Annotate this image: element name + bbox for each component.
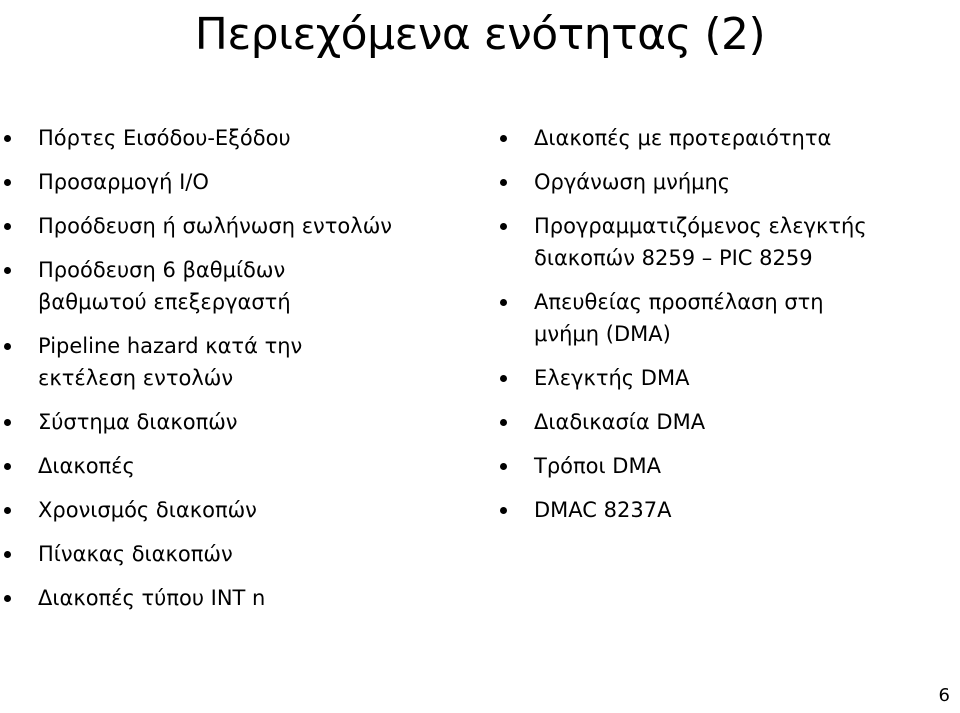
bullet-icon: [500, 135, 507, 142]
bullet-icon: [4, 223, 11, 230]
list-item: [0, 330, 480, 394]
list-item-text: Ελεγκτής DMA: [534, 366, 690, 390]
list-item: [0, 254, 480, 318]
list-item-text-continued: βαθμωτού επεξεργαστή: [38, 290, 291, 314]
list-item: [496, 362, 956, 394]
list-item-text: Προόδευση ή σωλήνωση εντολών: [38, 214, 393, 238]
right-topic-list: [496, 122, 956, 538]
list-item-text: Προγραμματιζόμενος ελεγκτής: [534, 214, 867, 238]
list-item: [496, 286, 956, 350]
list-item: [0, 210, 480, 242]
list-item-text: Διακοπές: [38, 454, 135, 478]
list-item: [496, 122, 956, 154]
slide-title: Περιεχόμενα ενότητας (2): [194, 9, 766, 60]
list-item-text: Οργάνωση μνήμης: [534, 170, 731, 194]
bullet-icon: [4, 135, 11, 142]
list-item-text: Απευθείας προσπέλαση στη: [534, 290, 824, 314]
list-item-text: Διακοπές με προτεραιότητα: [534, 126, 832, 150]
list-item: [496, 494, 956, 526]
bullet-icon: [500, 179, 507, 186]
list-item: [0, 406, 480, 438]
bullet-icon: [4, 595, 11, 602]
bullet-icon: [4, 179, 11, 186]
bullet-icon: [500, 419, 507, 426]
list-item-text: Σύστημα διακοπών: [38, 410, 238, 434]
list-item-text: Χρονισμός διακοπών: [38, 498, 257, 522]
list-item-text: DMAC 8237A: [534, 498, 672, 522]
list-item-text: Πίνακας διακοπών: [38, 542, 233, 566]
list-item-text: Προσαρμογή I/O: [38, 170, 209, 194]
bullet-icon: [4, 343, 11, 350]
bullet-icon: [500, 299, 507, 306]
list-item: [496, 210, 956, 274]
bullet-icon: [4, 463, 11, 470]
list-item-text: Pipeline hazard κατά την: [38, 334, 303, 358]
list-item-text: Προόδευση 6 βαθμίδων: [38, 258, 286, 282]
list-item: [0, 450, 480, 482]
bullet-icon: [500, 463, 507, 470]
bullet-icon: [4, 419, 11, 426]
list-item: [496, 406, 956, 438]
list-item-text: Πόρτες Εισόδου-Εξόδου: [38, 126, 291, 150]
list-item: [0, 166, 480, 198]
list-item-text-continued: μνήμη (DMA): [534, 322, 671, 346]
list-item: [496, 166, 956, 198]
list-item-text: Τρόποι DMA: [534, 454, 661, 478]
bullet-icon: [4, 551, 11, 558]
bullet-icon: [500, 375, 507, 382]
list-item-text-continued: διακοπών 8259 – PIC 8259: [534, 246, 813, 270]
list-item: [0, 122, 480, 154]
list-item: [0, 538, 480, 570]
left-topic-list: [0, 122, 480, 626]
list-item: [496, 450, 956, 482]
list-item: [0, 582, 480, 614]
list-item: [0, 494, 480, 526]
bullet-icon: [4, 267, 11, 274]
page-number: 6: [938, 685, 950, 706]
bullet-icon: [4, 507, 11, 514]
bullet-icon: [500, 507, 507, 514]
list-item-text-continued: εκτέλεση εντολών: [38, 366, 234, 390]
bullet-icon: [500, 223, 507, 230]
list-item-text: Διακοπές τύπου INT n: [38, 586, 266, 610]
list-item-text: Διαδικασία DMA: [534, 410, 706, 434]
